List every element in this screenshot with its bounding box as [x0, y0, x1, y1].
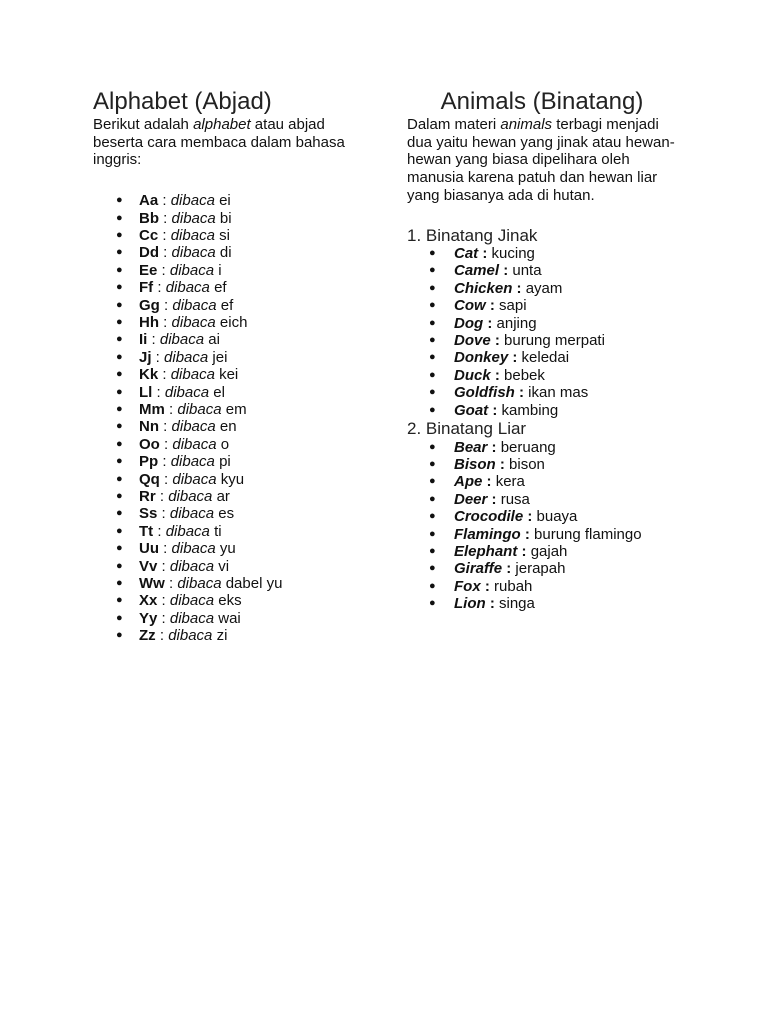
- letter-key: Hh: [139, 313, 159, 331]
- read-word: dibaca: [165, 522, 210, 540]
- animal-indonesian: bebek: [504, 366, 545, 384]
- read-word: dibaca: [168, 627, 213, 645]
- letter-key: Vv: [139, 557, 158, 575]
- bullet-icon: ●: [116, 350, 123, 363]
- letter-sound: em: [225, 400, 247, 418]
- bullet-icon: ●: [429, 368, 436, 381]
- letter-key: Jj: [139, 348, 152, 366]
- animal-indonesian: singa: [499, 595, 535, 613]
- animal-indonesian: kucing: [491, 245, 535, 263]
- read-word: dibaca: [171, 244, 216, 262]
- list-item: ● Vv : dibaca vi: [116, 557, 230, 575]
- animal-english: Bison: [454, 455, 496, 473]
- animal-english: Chicken: [454, 279, 513, 297]
- list-item: [407, 367, 707, 384]
- list-item: ● Zz : dibaca zi: [116, 627, 228, 645]
- animal-english: Fox: [454, 577, 481, 595]
- bullet-icon: ●: [429, 386, 436, 399]
- animal-indonesian: kera: [495, 473, 525, 491]
- read-word: dibaca: [177, 400, 222, 418]
- list-item: [407, 456, 707, 473]
- list-item: ● Xx : dibaca eks: [116, 592, 242, 610]
- intro-text: Dalam materi: [407, 116, 501, 133]
- animal-english: Goat: [454, 401, 489, 419]
- read-word: dibaca: [169, 557, 215, 575]
- list-item: ● Cc : dibaca si: [116, 226, 230, 244]
- separator: :: [480, 577, 495, 595]
- list-item: ● Tt : dibaca ti: [116, 522, 222, 540]
- alphabet-list: [93, 192, 383, 645]
- bullet-icon: ●: [116, 524, 123, 537]
- list-item: ● Nn : dibaca en: [116, 418, 237, 436]
- animal-indonesian: rusa: [500, 490, 530, 508]
- separator: :: [517, 543, 531, 561]
- animal-list-jinak: [407, 245, 707, 419]
- letter-key: Tt: [139, 522, 154, 540]
- bullet-icon: ●: [116, 211, 123, 224]
- separator: :: [482, 473, 496, 491]
- alphabet-intro: [93, 116, 363, 169]
- animal-english: Lion: [454, 595, 486, 613]
- bullet-icon: ●: [429, 403, 436, 416]
- read-word: dibaca: [171, 209, 216, 227]
- letter-sound: jei: [212, 348, 228, 366]
- separator: :: [485, 595, 499, 613]
- letter-sound: eks: [218, 592, 242, 610]
- letter-key: Mm: [139, 400, 165, 418]
- letter-sound: ti: [214, 522, 222, 540]
- letter-key: Pp: [139, 453, 159, 471]
- bullet-icon: ●: [429, 281, 436, 294]
- list-item: ● Qq : dibaca kyu: [116, 470, 245, 488]
- animal-indonesian: kambing: [501, 401, 559, 419]
- read-word: dibaca: [169, 592, 215, 610]
- bullet-icon: ●: [116, 455, 123, 468]
- animal-english: Goldfish: [454, 384, 515, 402]
- bullet-icon: ●: [116, 542, 123, 555]
- separator: :: [490, 366, 505, 384]
- list-item: [407, 543, 707, 560]
- letter-key: Nn: [139, 418, 159, 436]
- bullet-icon: ●: [429, 597, 436, 610]
- bullet-icon: ●: [116, 385, 123, 398]
- read-word: dibaca: [170, 226, 215, 244]
- bullet-icon: ●: [429, 351, 436, 364]
- bullet-icon: ●: [116, 594, 123, 607]
- bullet-icon: ●: [429, 299, 436, 312]
- list-item: ● Mm : dibaca em: [116, 400, 247, 418]
- letter-sound: eich: [219, 313, 248, 331]
- read-word: dibaca: [172, 470, 217, 488]
- animal-english: Ape: [454, 473, 483, 491]
- list-item: [407, 280, 707, 297]
- bullet-icon: ●: [429, 475, 436, 488]
- animal-indonesian: ayam: [525, 279, 563, 297]
- list-item: [407, 332, 707, 349]
- animal-indonesian: rubah: [494, 577, 533, 595]
- bullet-icon: ●: [116, 559, 123, 572]
- intro-emphasis: alphabet: [193, 116, 251, 133]
- letter-sound: pi: [219, 453, 231, 471]
- animal-indonesian: jerapah: [515, 560, 566, 578]
- bullet-icon: ●: [116, 490, 123, 503]
- bullet-icon: ●: [116, 472, 123, 485]
- letter-key: Ff: [139, 279, 154, 297]
- animal-english: Cow: [454, 297, 486, 315]
- list-item: [407, 245, 707, 262]
- separator: :: [520, 525, 535, 543]
- list-item: ● Yy : dibaca wai: [116, 609, 241, 627]
- animals-intro: [407, 116, 677, 205]
- bullet-icon: ●: [429, 562, 436, 575]
- read-word: dibaca: [164, 348, 209, 366]
- bullet-icon: ●: [429, 579, 436, 592]
- list-item: [407, 297, 707, 314]
- animal-english: Cat: [454, 245, 479, 263]
- letter-key: Yy: [139, 609, 158, 627]
- separator: :: [487, 438, 501, 456]
- list-item: ● Ww : dibaca dabel yu: [116, 575, 283, 593]
- letter-sound: kyu: [220, 470, 245, 488]
- list-item: [407, 578, 707, 595]
- list-item: [407, 508, 707, 525]
- letter-key: Xx: [139, 592, 158, 610]
- list-item: ● Uu : dibaca yu: [116, 540, 236, 558]
- separator: :: [488, 401, 502, 419]
- animal-english: Duck: [454, 366, 491, 384]
- letter-sound: o: [220, 435, 230, 453]
- letter-key: Ll: [139, 383, 153, 401]
- section-heading-jinak: 1. Binatang Jinak: [407, 225, 538, 245]
- animal-list-liar: [407, 439, 707, 613]
- animals-column: [407, 88, 707, 613]
- intro-text: terbagi menjadi dua yaitu hewan yang jinak atau hewan-hewan yang biasa dipelihara oleh manusia karena patuh dan hewan liar yang biasanya ada di hutan.: [407, 116, 675, 204]
- separator: :: [514, 384, 529, 402]
- list-item: ● Bb : dibaca bi: [116, 209, 232, 227]
- animal-english: Bear: [454, 438, 488, 456]
- animal-indonesian: beruang: [500, 438, 556, 456]
- letter-sound: ef: [220, 296, 234, 314]
- animal-indonesian: buaya: [536, 508, 578, 526]
- animal-english: Crocodile: [454, 508, 524, 526]
- separator: :: [502, 560, 516, 578]
- read-word: dibaca: [169, 261, 215, 279]
- read-word: dibaca: [171, 418, 216, 436]
- list-item: ● Ll : dibaca el: [116, 383, 225, 401]
- letter-sound: ai: [208, 331, 220, 349]
- separator: :: [499, 262, 513, 280]
- animal-english: Donkey: [454, 349, 509, 367]
- bullet-icon: ●: [429, 457, 436, 470]
- letter-key: Ww: [139, 575, 165, 593]
- list-item: ● Ii : dibaca ai: [116, 331, 220, 349]
- animal-english: Dog: [454, 314, 484, 332]
- bullet-icon: ●: [116, 437, 123, 450]
- bullet-icon: ●: [116, 315, 123, 328]
- read-word: dibaca: [159, 331, 205, 349]
- letter-sound: dabel yu: [225, 575, 283, 593]
- letter-sound: bi: [219, 209, 232, 227]
- alphabet-column: [93, 88, 383, 645]
- bullet-icon: ●: [116, 368, 123, 381]
- bullet-icon: ●: [116, 333, 123, 346]
- list-item: [407, 262, 707, 279]
- separator: :: [508, 349, 522, 367]
- separator: :: [485, 297, 500, 315]
- letter-sound: i: [218, 261, 222, 279]
- read-word: dibaca: [170, 453, 215, 471]
- letter-key: Ii: [139, 331, 148, 349]
- list-item: [407, 560, 707, 577]
- separator: :: [487, 490, 501, 508]
- letter-sound: el: [213, 383, 225, 401]
- bullet-icon: ●: [116, 420, 123, 433]
- list-item: ● Ss : dibaca es: [116, 505, 235, 523]
- intro-emphasis: animals: [500, 116, 553, 133]
- bullet-icon: ●: [429, 334, 436, 347]
- list-item: ● Gg : dibaca ef: [116, 296, 234, 314]
- list-item: [407, 595, 707, 612]
- letter-sound: vi: [218, 557, 230, 575]
- letter-key: Zz: [139, 627, 156, 645]
- read-word: dibaca: [177, 575, 222, 593]
- list-item: ● Rr : dibaca ar: [116, 488, 230, 506]
- letter-key: Aa: [139, 192, 159, 210]
- list-item: ● Pp : dibaca pi: [116, 453, 231, 471]
- list-item: [407, 315, 707, 332]
- list-item: [407, 473, 707, 490]
- animal-indonesian: anjing: [496, 314, 537, 332]
- animal-indonesian: bison: [509, 455, 545, 473]
- list-item: [407, 349, 707, 366]
- animal-english: Elephant: [454, 543, 518, 561]
- read-word: dibaca: [172, 435, 217, 453]
- read-word: dibaca: [169, 505, 215, 523]
- letter-key: Gg: [139, 296, 160, 314]
- bullet-icon: ●: [429, 247, 436, 260]
- bullet-icon: ●: [116, 228, 123, 241]
- read-word: dibaca: [170, 192, 215, 210]
- bullet-icon: ●: [429, 440, 436, 453]
- letter-sound: zi: [216, 627, 228, 645]
- read-word: dibaca: [165, 279, 210, 297]
- read-word: dibaca: [172, 296, 217, 314]
- list-item: ● Dd : dibaca di: [116, 244, 232, 262]
- letter-key: Cc: [139, 226, 159, 244]
- read-word: dibaca: [169, 609, 215, 627]
- animal-english: Dove: [454, 332, 491, 350]
- list-item: ● Aa : dibaca ei: [116, 192, 231, 210]
- bullet-icon: ●: [116, 263, 123, 276]
- section-heading-liar: 2. Binatang Liar: [407, 419, 527, 439]
- bullet-icon: ●: [429, 264, 436, 277]
- animal-indonesian: unta: [512, 262, 542, 280]
- list-item: [407, 439, 707, 456]
- list-item: [407, 384, 707, 401]
- letter-sound: ei: [219, 192, 231, 210]
- separator: :: [512, 279, 526, 297]
- bullet-icon: ●: [116, 577, 123, 590]
- animal-indonesian: keledai: [521, 349, 570, 367]
- letter-key: Kk: [139, 366, 159, 384]
- bullet-icon: ●: [116, 507, 123, 520]
- bullet-icon: ●: [429, 545, 436, 558]
- separator: :: [523, 508, 537, 526]
- bullet-icon: ●: [429, 527, 436, 540]
- separator: :: [490, 332, 505, 350]
- animal-indonesian: ikan mas: [528, 384, 589, 402]
- letter-sound: es: [218, 505, 235, 523]
- list-item: ● Kk : dibaca kei: [116, 366, 239, 384]
- letter-key: Rr: [139, 488, 156, 506]
- animal-english: Giraffe: [454, 560, 503, 578]
- list-item: ● Oo : dibaca o: [116, 435, 230, 453]
- list-item: ● Ee : dibaca i: [116, 261, 222, 279]
- read-word: dibaca: [168, 488, 213, 506]
- bullet-icon: ●: [429, 316, 436, 329]
- bullet-icon: ●: [116, 611, 123, 624]
- letter-sound: si: [219, 226, 230, 244]
- bullet-icon: ●: [429, 510, 436, 523]
- letter-sound: kei: [219, 366, 239, 384]
- bullet-icon: ●: [116, 402, 123, 415]
- read-word: dibaca: [171, 540, 216, 558]
- letter-key: Uu: [139, 540, 159, 558]
- letter-sound: di: [219, 244, 232, 262]
- letter-sound: ef: [214, 279, 227, 297]
- list-item: [407, 491, 707, 508]
- animal-english: Flamingo: [454, 525, 521, 543]
- list-item: [407, 526, 707, 543]
- animal-indonesian: burung flamingo: [534, 525, 642, 543]
- separator: :: [483, 314, 497, 332]
- letter-sound: en: [219, 418, 237, 436]
- alphabet-title: Alphabet (Abjad): [93, 88, 272, 115]
- list-item: ● Hh : dibaca eich: [116, 313, 248, 331]
- letter-key: Qq: [139, 470, 160, 488]
- read-word: dibaca: [171, 313, 216, 331]
- animal-indonesian: gajah: [530, 543, 568, 561]
- list-item: ● Jj : dibaca jei: [116, 348, 228, 366]
- list-item: [407, 402, 707, 419]
- animal-indonesian: sapi: [499, 297, 527, 315]
- bullet-icon: ●: [116, 629, 123, 642]
- letter-sound: yu: [219, 540, 236, 558]
- letter-sound: wai: [218, 609, 241, 627]
- list-item: ● Ff : dibaca ef: [116, 279, 227, 297]
- read-word: dibaca: [170, 366, 215, 384]
- bullet-icon: ●: [116, 194, 123, 207]
- letter-key: Dd: [139, 244, 159, 262]
- bullet-icon: ●: [116, 298, 123, 311]
- separator: :: [478, 245, 492, 263]
- letter-key: Ee: [139, 261, 158, 279]
- read-word: dibaca: [164, 383, 210, 401]
- intro-text: Berikut adalah: [93, 116, 194, 133]
- bullet-icon: ●: [116, 246, 123, 259]
- letter-key: Oo: [139, 435, 160, 453]
- animals-title: Animals (Binatang): [440, 88, 644, 115]
- letter-key: Bb: [139, 209, 159, 227]
- separator: :: [495, 455, 510, 473]
- animal-english: Camel: [454, 262, 500, 280]
- bullet-icon: ●: [429, 492, 436, 505]
- animal-indonesian: burung merpati: [504, 332, 605, 350]
- animal-english: Deer: [454, 490, 488, 508]
- intro-text: atau abjad beserta cara membaca dalam bahasa inggris:: [93, 116, 345, 169]
- letter-sound: ar: [216, 488, 230, 506]
- bullet-icon: ●: [116, 281, 123, 294]
- letter-key: Ss: [139, 505, 158, 523]
